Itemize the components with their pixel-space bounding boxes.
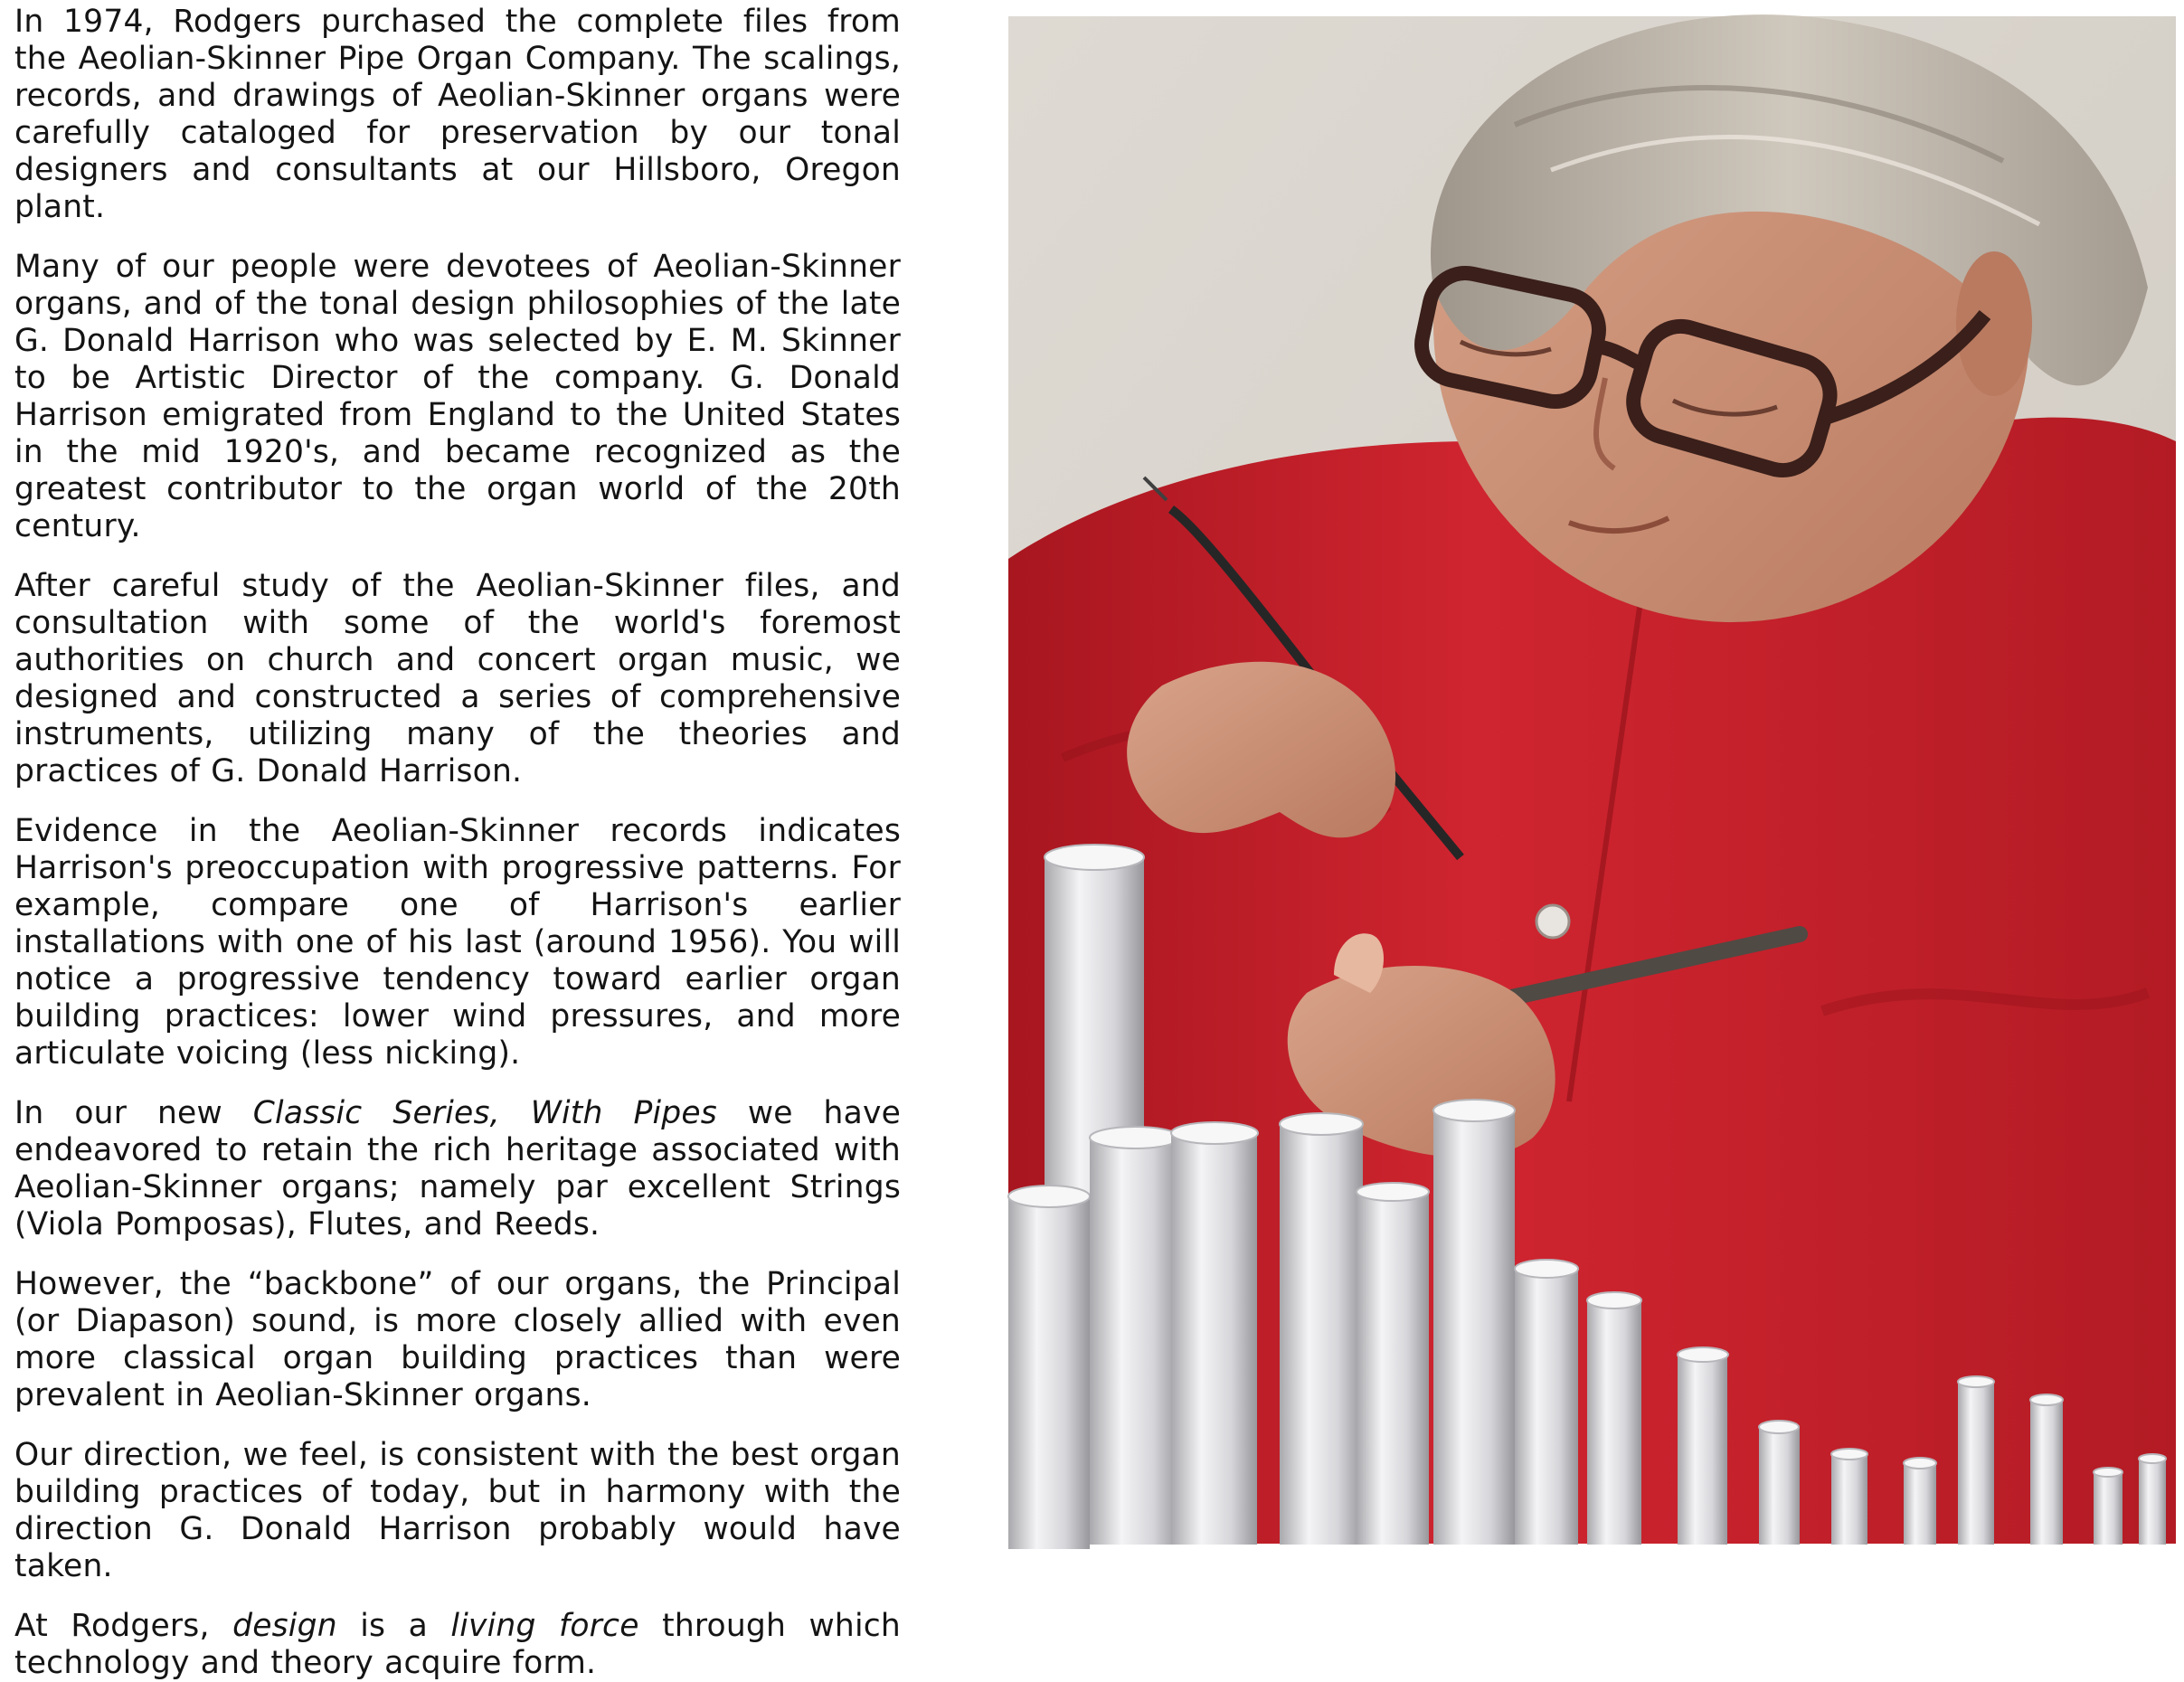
text-run: is a: [336, 1608, 451, 1644]
text-run: Our direction, we feel, is consistent with the best organ building practices of today, but in harmony with the direction G. Donald Harrison probably would have taken.: [14, 1437, 901, 1584]
italic-phrase: Classic Series, With Pipes: [252, 1095, 717, 1131]
body-paragraph: [14, 1266, 901, 1414]
text-run: However, the “backbone” of our organs, the Principal (or Diapason) sound, is more closely allied with even more classical organ building practices than were prevalent in Aeolian-Skinner organs.: [14, 1266, 901, 1413]
body-paragraph: [14, 1095, 901, 1243]
body-paragraph: [14, 4, 901, 226]
body-paragraph: [14, 1437, 901, 1585]
text-run: In 1974, Rodgers purchased the complete files from the Aeolian-Skinner Pipe Organ Company. The scalings, records, and drawings of Aeolian-Skinner organs were carefully cataloged for preservation by our tonal designers and consultants at our Hillsboro, Oregon plant.: [14, 4, 901, 225]
text-run: Many of our people were devotees of Aeolian-Skinner organs, and of the tonal design philosophies of the late G. Donald Harrison who was selected by E. M. Skinner to be Artistic Director of the company. G. Donald Harrison emigrated from England to the United States in the mid 1920's, and became recognized as the greatest contributor to the organ world of the 20th century.: [14, 249, 901, 544]
article-text-column: [14, 4, 902, 1681]
text-run: we have endeavored to retain the rich heritage associated with Aeolian-Skinner organs; namely par excellent Strings (Viola Pomposas), Flutes, and Reeds.: [14, 1095, 902, 1243]
italic-phrase: living force: [450, 1608, 639, 1644]
photo-illustration: [1008, 16, 2176, 1544]
body-paragraph: [14, 568, 901, 790]
photo-organ-pipe-voicer: [1008, 16, 2176, 1544]
body-paragraph: [14, 813, 901, 1073]
text-run: through which technology and theory acquire form.: [14, 1608, 901, 1681]
body-paragraph: [14, 1608, 901, 1682]
text-run: In our new: [14, 1095, 253, 1131]
text-run: After careful study of the Aeolian-Skinner files, and consultation with some of the world's foremost authorities on church and concert organ music, we designed and constructed a series of comprehensive instruments, utilizing many of the theories and practices of G. Donald Harrison.: [14, 568, 901, 789]
text-run: Evidence in the Aeolian-Skinner records indicates Harrison's preoccupation with progressive patterns. For example, compare one of Harrison's earlier installations with one of his last (around 1956). You will notice a progressive tendency toward earlier organ building practices: lower wind pressures, and more articulate voicing (less nicking).: [14, 813, 901, 1072]
body-paragraph: [14, 249, 901, 545]
italic-phrase: design: [232, 1608, 337, 1644]
text-run: At Rodgers,: [14, 1608, 233, 1644]
